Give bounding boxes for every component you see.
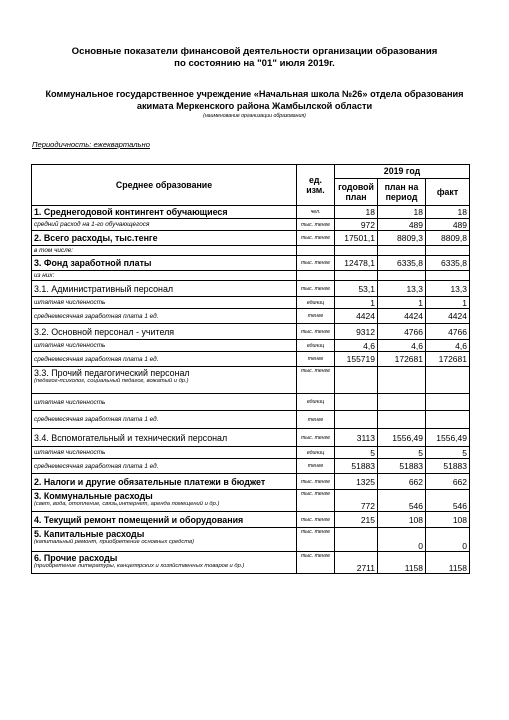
row-label <box>32 231 297 246</box>
row-sublabel: (приобретение литературы, канцелярских и хозяйственных товаров и др.) <box>34 563 245 569</box>
cell-plan-year: 2711 <box>335 552 378 574</box>
row-label-text: штатная численность <box>34 342 106 349</box>
table-row <box>32 429 470 447</box>
row-unit <box>297 246 335 256</box>
cell-plan-year: 155719 <box>335 352 378 367</box>
header-unit: ед. изм. <box>297 165 335 206</box>
row-label <box>32 490 297 512</box>
row-unit: чел. <box>297 206 335 219</box>
row-label <box>32 528 297 552</box>
cell-plan-period: 1 <box>378 297 426 309</box>
cell-plan-year: 4424 <box>335 309 378 324</box>
table-row <box>32 324 470 340</box>
cell-fact: 8809,8 <box>426 231 470 246</box>
cell-plan-year: 3113 <box>335 429 378 447</box>
header-plan-period: план на период <box>378 179 426 206</box>
report-title-line2: по состоянию на "01" июля 2019г. <box>174 58 335 69</box>
row-label <box>32 474 297 490</box>
table-row <box>32 367 470 394</box>
cell-fact <box>426 271 470 281</box>
row-unit: тыс. тенге <box>297 528 335 552</box>
row-label <box>32 219 297 231</box>
financial-indicators-table <box>31 164 470 574</box>
row-label-text: 2. Налоги и другие обязательные платежи в бюджет <box>34 476 266 487</box>
cell-fact <box>426 246 470 256</box>
table-row <box>32 552 470 574</box>
header-fact: факт <box>426 179 470 206</box>
row-label-text: среднемесячная заработная плата 1 ед. <box>34 462 159 470</box>
header-section: Среднее образование <box>32 165 297 206</box>
row-label <box>32 352 297 367</box>
row-label <box>32 324 297 340</box>
row-label <box>32 429 297 447</box>
cell-plan-period: 4,6 <box>378 340 426 352</box>
row-label <box>32 552 297 574</box>
row-label <box>32 367 297 394</box>
cell-plan-period: 5 <box>378 447 426 459</box>
row-label-text: в том числе: <box>34 247 74 254</box>
row-sublabel: (капитальный ремонт, приобретение основных средств) <box>34 539 195 545</box>
header-plan-year: годовой план <box>335 179 378 206</box>
row-unit: тыс. тенге <box>297 552 335 574</box>
cell-plan-period <box>378 367 426 394</box>
row-unit: тыс. тенге <box>297 367 335 394</box>
cell-plan-year: 5 <box>335 447 378 459</box>
cell-plan-year: 53,1 <box>335 281 378 297</box>
cell-fact: 13,3 <box>426 281 470 297</box>
cell-plan-period: 4766 <box>378 324 426 340</box>
cell-fact: 662 <box>426 474 470 490</box>
cell-plan-period: 4424 <box>378 309 426 324</box>
row-label-text: 6. Прочие расходы <box>34 553 118 563</box>
cell-fact: 18 <box>426 206 470 219</box>
cell-plan-period: 6335,8 <box>378 256 426 271</box>
table-row <box>32 340 470 352</box>
row-unit: тыс. тенге <box>297 429 335 447</box>
row-label-text: 3.1. Административный персонал <box>34 283 174 294</box>
row-label <box>32 271 297 281</box>
cell-fact: 172681 <box>426 352 470 367</box>
table-row <box>32 459 470 474</box>
cell-plan-year <box>335 528 378 552</box>
table-row <box>32 231 470 246</box>
cell-fact: 4424 <box>426 309 470 324</box>
cell-plan-year: 9312 <box>335 324 378 340</box>
cell-plan-year <box>335 411 378 429</box>
table-row <box>32 490 470 512</box>
cell-plan-period: 51883 <box>378 459 426 474</box>
cell-fact: 1 <box>426 297 470 309</box>
cell-plan-year: 12478,1 <box>335 256 378 271</box>
organization-name-line2: акимата Меркенского района Жамбылской области <box>136 100 373 111</box>
table-row <box>32 352 470 367</box>
cell-plan-period <box>378 246 426 256</box>
cell-plan-year <box>335 394 378 411</box>
row-unit <box>297 271 335 281</box>
table-row <box>32 512 470 528</box>
cell-plan-year: 4,6 <box>335 340 378 352</box>
cell-fact: 4,6 <box>426 340 470 352</box>
cell-plan-period <box>378 411 426 429</box>
row-label-text: 3.3. Прочий педагогический персонал <box>34 368 190 378</box>
cell-plan-year: 1 <box>335 297 378 309</box>
cell-plan-year <box>335 271 378 281</box>
row-unit: тенге <box>297 411 335 429</box>
cell-plan-period: 662 <box>378 474 426 490</box>
table-row <box>32 309 470 324</box>
table-row <box>32 271 470 281</box>
row-label-text: 3.4. Вспомогательный и технический персонал <box>34 432 228 443</box>
periodicity-label: Периодичность: ежеквартально <box>32 140 150 149</box>
cell-plan-year: 51883 <box>335 459 378 474</box>
cell-plan-year: 18 <box>335 206 378 219</box>
cell-fact <box>426 367 470 394</box>
cell-plan-period: 489 <box>378 219 426 231</box>
cell-fact: 51883 <box>426 459 470 474</box>
row-label <box>32 281 297 297</box>
header-year: 2019 год <box>335 165 470 179</box>
row-label <box>32 246 297 256</box>
row-unit: единиц <box>297 297 335 309</box>
cell-fact: 108 <box>426 512 470 528</box>
row-unit: тенге <box>297 352 335 367</box>
row-label-text: штатная численность <box>34 449 106 456</box>
cell-plan-period: 18 <box>378 206 426 219</box>
row-label-text: штатная численность <box>34 299 106 306</box>
cell-plan-year: 1325 <box>335 474 378 490</box>
row-label-text: 3. Коммунальные расходы <box>34 491 153 501</box>
cell-fact: 489 <box>426 219 470 231</box>
row-label <box>32 411 297 429</box>
row-label <box>32 512 297 528</box>
table-row <box>32 528 470 552</box>
row-unit: тыс. тенге <box>297 219 335 231</box>
table-row <box>32 447 470 459</box>
row-unit: тыс. тенге <box>297 474 335 490</box>
row-label <box>32 447 297 459</box>
cell-plan-period: 8809,3 <box>378 231 426 246</box>
organization-name-note: (наименование организации образования) <box>203 113 306 119</box>
table-row <box>32 219 470 231</box>
cell-plan-year <box>335 246 378 256</box>
cell-plan-period: 1158 <box>378 552 426 574</box>
row-label-text: 3. Фонд заработной платы <box>34 258 152 268</box>
row-unit: единиц <box>297 394 335 411</box>
organization-name-line1: Коммунальное государственное учреждение «Начальная школа №26» отдела образования <box>45 89 464 99</box>
cell-plan-period: 13,3 <box>378 281 426 297</box>
table-row <box>32 297 470 309</box>
row-label <box>32 394 297 411</box>
cell-plan-period: 0 <box>378 528 426 552</box>
row-label <box>32 297 297 309</box>
cell-plan-period <box>378 271 426 281</box>
row-label <box>32 459 297 474</box>
row-label-text: 1. Среднегодовой контингент обучающиеся <box>34 207 228 217</box>
cell-plan-period: 172681 <box>378 352 426 367</box>
cell-plan-period: 546 <box>378 490 426 512</box>
cell-fact: 0 <box>426 528 470 552</box>
table-row <box>32 206 470 219</box>
row-unit: тыс. тенге <box>297 512 335 528</box>
cell-fact <box>426 394 470 411</box>
row-sublabel: (свет, вода, отопление, связь,интернет, аренда помещений и др.) <box>34 501 220 507</box>
row-label-text: штатная численность <box>34 398 106 406</box>
row-unit: тыс. тенге <box>297 324 335 340</box>
cell-plan-period: 1556,49 <box>378 429 426 447</box>
row-label-text: из них: <box>34 272 55 279</box>
row-unit: тенге <box>297 459 335 474</box>
row-label <box>32 256 297 271</box>
row-sublabel: (педагог-психолог, социальный педагог, вожатый и др.) <box>34 378 189 384</box>
row-label-text: 3.2. Основной персонал - учителя <box>34 326 175 337</box>
cell-fact: 1158 <box>426 552 470 574</box>
report-title-line1: Основные показатели финансовой деятельности организации образования <box>71 46 438 57</box>
cell-fact: 1556,49 <box>426 429 470 447</box>
row-unit: тенге <box>297 309 335 324</box>
table-row <box>32 394 470 411</box>
row-unit: тыс. тенге <box>297 256 335 271</box>
cell-fact: 5 <box>426 447 470 459</box>
row-label <box>32 340 297 352</box>
row-label-text: среднемесячная заработная плата 1 ед. <box>34 355 159 363</box>
row-label-text: среднемесячная заработная плата 1 ед. <box>34 416 159 423</box>
row-label-text: средний расход на 1-го обучающегося <box>34 221 150 228</box>
row-label-text: среднемесячная заработная плата 1 ед. <box>34 312 159 320</box>
table-row <box>32 256 470 271</box>
row-label <box>32 309 297 324</box>
table-row <box>32 474 470 490</box>
cell-plan-period <box>378 394 426 411</box>
row-unit: тыс. тенге <box>297 281 335 297</box>
cell-plan-year: 972 <box>335 219 378 231</box>
row-label-text: 2. Всего расходы, тыс.тенге <box>34 233 158 243</box>
row-label-text: 4. Текущий ремонт помещений и оборудования <box>34 514 244 525</box>
table-row <box>32 281 470 297</box>
cell-plan-period: 108 <box>378 512 426 528</box>
row-unit: единиц <box>297 447 335 459</box>
row-unit: тыс. тенге <box>297 490 335 512</box>
cell-plan-year: 772 <box>335 490 378 512</box>
cell-plan-year <box>335 367 378 394</box>
cell-fact <box>426 411 470 429</box>
table-row <box>32 246 470 256</box>
cell-fact: 6335,8 <box>426 256 470 271</box>
row-unit: единиц <box>297 340 335 352</box>
cell-plan-year: 215 <box>335 512 378 528</box>
row-label-text: 5. Капитальные расходы <box>34 529 145 539</box>
table-row <box>32 411 470 429</box>
table-body <box>32 206 470 574</box>
cell-plan-year: 17501,1 <box>335 231 378 246</box>
cell-fact: 4766 <box>426 324 470 340</box>
cell-fact: 546 <box>426 490 470 512</box>
row-label <box>32 206 297 219</box>
row-unit: тыс. тенге <box>297 231 335 246</box>
